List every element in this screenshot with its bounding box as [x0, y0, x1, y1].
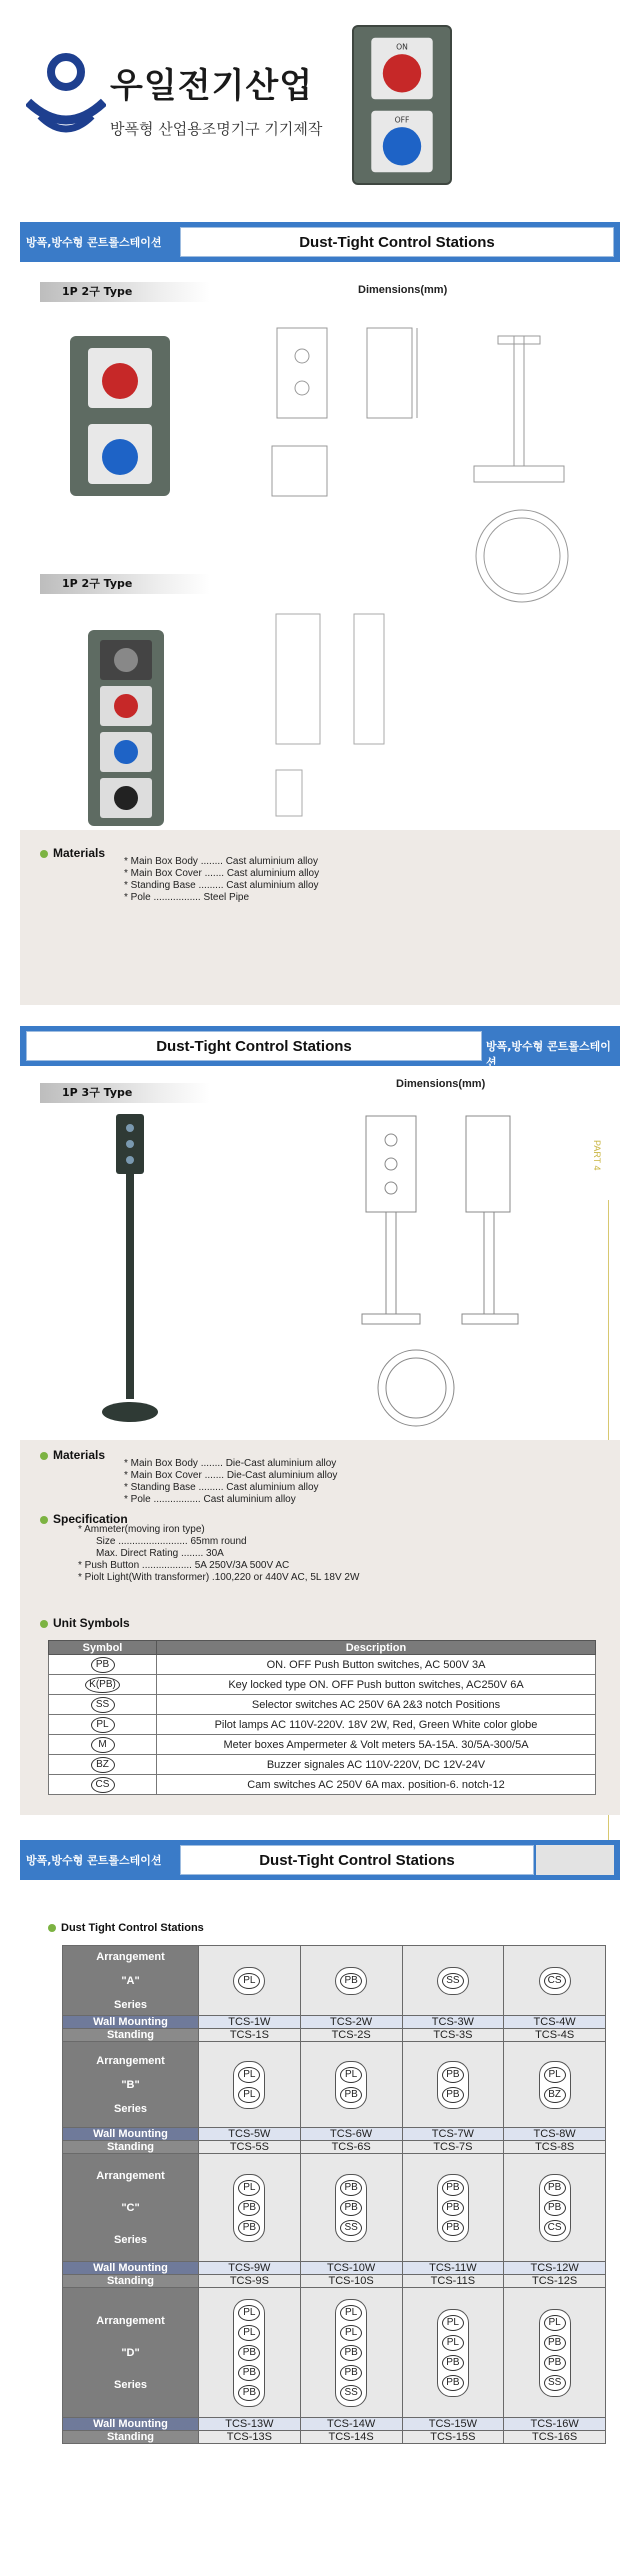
model-code: TCS-12S: [504, 2275, 606, 2288]
unit-symbol-cell: [49, 1695, 157, 1715]
arrangement-symbols: [199, 1946, 301, 2016]
standing-label: Standing: [63, 2431, 199, 2444]
arrangement-symbols: [402, 2288, 504, 2418]
control-box-photo: [352, 25, 452, 185]
model-code: TCS-11W: [402, 2262, 504, 2275]
model-code: TCS-14S: [300, 2431, 402, 2444]
unit-symbol: SS: [340, 2385, 362, 2401]
unit-symbol: CS: [91, 1777, 115, 1793]
station-face-icon: [539, 2174, 571, 2242]
unit-symbol: PB: [238, 2220, 260, 2236]
model-code: TCS-15W: [402, 2418, 504, 2431]
unit-symbols-table: [48, 1640, 596, 1795]
station-face-icon: [539, 1967, 571, 1995]
arrangement-label: Arrangement "A" Series: [63, 1946, 199, 2016]
unit-symbol-cell: [49, 1715, 157, 1735]
arrangement-symbols: [504, 2288, 606, 2418]
model-code: TCS-2S: [300, 2029, 402, 2042]
station-face-icon: [335, 2174, 367, 2242]
standing-label: Standing: [63, 2029, 199, 2042]
unit-symbol: SS: [91, 1697, 115, 1713]
model-code: TCS-1S: [199, 2029, 301, 2042]
unit-symbol: BZ: [544, 2087, 566, 2103]
arrangement-row: [63, 1946, 606, 2016]
arrangement-symbols: [300, 2042, 402, 2128]
arrangement-symbols: [300, 1946, 402, 2016]
unit-description: Key locked type ON. OFF Push button switches, AC250V 6A: [157, 1675, 596, 1695]
model-code: TCS-4S: [504, 2029, 606, 2042]
model-code: TCS-3W: [402, 2016, 504, 2029]
section-korean-label-2: 방폭,방수형 콘트롤스테이션: [486, 1040, 611, 1069]
model-code: TCS-8S: [504, 2141, 606, 2154]
unit-symbol-cell: [49, 1735, 157, 1755]
unit-symbol: SS: [544, 2375, 566, 2391]
station-face-icon: [233, 2174, 265, 2242]
model-code: TCS-8W: [504, 2128, 606, 2141]
unit-symbol: PB: [442, 2375, 464, 2391]
type-tab-2p-a: 1P 2구 Type: [40, 282, 210, 302]
model-code: TCS-4W: [504, 2016, 606, 2029]
arrangement-symbols: [504, 2154, 606, 2262]
station-face-icon: [539, 2309, 571, 2397]
part-side-label: PART 4: [592, 1140, 602, 1171]
model-code: TCS-1W: [199, 2016, 301, 2029]
model-code: TCS-2W: [300, 2016, 402, 2029]
table-row: [49, 1755, 596, 1775]
wall-mounting-label: Wall Mounting: [63, 2016, 199, 2029]
unit-symbol: PB: [442, 2220, 464, 2236]
type-tab-3p: 1P 3구 Type: [40, 1083, 210, 1103]
bullet-icon: [40, 1452, 48, 1460]
dimensions-label-2: Dimensions(mm): [396, 1078, 486, 1090]
unit-symbol: PL: [238, 2087, 260, 2103]
model-code: TCS-13S: [199, 2431, 301, 2444]
unit-symbol: PB: [238, 2385, 260, 2401]
model-code: TCS-14W: [300, 2418, 402, 2431]
model-code: TCS-12W: [504, 2262, 606, 2275]
dimension-drawing-2p: [262, 316, 602, 606]
station-face-icon: [335, 2061, 367, 2109]
company-name: 우일전기산업: [110, 66, 314, 106]
unit-symbol: PL: [340, 2305, 362, 2321]
unit-symbol: PL: [238, 2067, 260, 2083]
table-row: [49, 1655, 596, 1675]
arrangement-symbols: [402, 1946, 504, 2016]
model-code: TCS-5S: [199, 2141, 301, 2154]
model-code: TCS-7S: [402, 2141, 504, 2154]
model-code: TCS-6S: [300, 2141, 402, 2154]
unit-symbol: PL: [238, 2180, 260, 2196]
bullet-icon: [40, 1516, 48, 1524]
unit-symbol: PB: [238, 2200, 260, 2216]
unit-description: Cam switches AC 250V 6A max. position-6. notch-12: [157, 1775, 596, 1795]
catalog-header: [0, 0, 642, 200]
arrangement-table: [62, 1945, 606, 2444]
arrangement-symbols: [504, 2042, 606, 2128]
section-grey-box: [536, 1845, 614, 1875]
unit-symbol: PB: [442, 2200, 464, 2216]
arrangement-row: [63, 2288, 606, 2418]
unit-symbol: PB: [340, 2180, 362, 2196]
unit-symbol: PB: [442, 2355, 464, 2371]
unit-symbol: PL: [238, 1973, 260, 1989]
unit-symbol: PL: [340, 2325, 362, 2341]
svg-text:ON: ON: [396, 42, 408, 52]
table-row: [49, 1735, 596, 1755]
section-korean-label: 방폭,방수형 콘트롤스테이션: [26, 236, 162, 249]
standing-label: Standing: [63, 2275, 199, 2288]
wall-mounting-row: [63, 2016, 606, 2029]
model-code: TCS-5W: [199, 2128, 301, 2141]
table-row: [49, 1695, 596, 1715]
station-face-icon: [437, 2174, 469, 2242]
arrangement-row: [63, 2154, 606, 2262]
unit-symbol: SS: [340, 2220, 362, 2236]
model-code: TCS-16S: [504, 2431, 606, 2444]
unit-symbol: PB: [340, 1973, 362, 1989]
unit-symbol: PB: [544, 2335, 566, 2351]
station-face-icon: [539, 2061, 571, 2109]
station-face-icon: [437, 2309, 469, 2397]
arrangement-label: Arrangement "D" Series: [63, 2288, 199, 2418]
unit-symbol: CS: [544, 2220, 566, 2236]
unit-symbol: CS: [544, 1973, 566, 1989]
unit-symbol-cell: [49, 1655, 157, 1675]
unit-symbol: PB: [442, 2087, 464, 2103]
standing-label: Standing: [63, 2141, 199, 2154]
unit-symbol: PB: [340, 2087, 362, 2103]
unit-symbol-cell: [49, 1675, 157, 1695]
station-face-icon: [335, 1967, 367, 1995]
unit-symbol: PL: [238, 2305, 260, 2321]
unit-symbol: PL: [442, 2335, 464, 2351]
dimension-drawing-multi: [272, 610, 392, 830]
standing-row: [63, 2141, 606, 2154]
company-tagline: 방폭형 산업용조명기구 기기제작: [110, 120, 323, 138]
model-code: TCS-6W: [300, 2128, 402, 2141]
wall-mounting-row: [63, 2128, 606, 2141]
section-title-3: Dust-Tight Control Stations: [180, 1845, 534, 1875]
type-tab-2p-b: 1P 2구 Type: [40, 574, 210, 594]
arrangement-symbols: [402, 2042, 504, 2128]
svg-text:OFF: OFF: [394, 115, 410, 125]
model-code: TCS-16W: [504, 2418, 606, 2431]
control-box-2p-photo: [70, 336, 170, 496]
bullet-icon: [40, 850, 48, 858]
wall-mounting-label: Wall Mounting: [63, 2418, 199, 2431]
unit-description: Selector switches AC 250V 6A 2&3 notch Positions: [157, 1695, 596, 1715]
unit-symbol-cell: [49, 1755, 157, 1775]
section-bar-3: [20, 1840, 620, 1880]
arrangement-symbols: [199, 2288, 301, 2418]
station-face-icon: [233, 1967, 265, 1995]
symbol-header: Symbol: [49, 1641, 157, 1655]
model-code: TCS-11S: [402, 2275, 504, 2288]
arrangement-symbols: [300, 2288, 402, 2418]
unit-symbol: PL: [442, 2315, 464, 2331]
unit-symbol: PB: [544, 2200, 566, 2216]
unit-description: Meter boxes Ampermeter & Volt meters 5A-15A. 30/5A-300/5A: [157, 1735, 596, 1755]
materials-title-1: Materials: [40, 846, 105, 860]
arrangement-row: [63, 2042, 606, 2128]
unit-symbols-title: Unit Symbols: [40, 1616, 130, 1630]
section-title: Dust-Tight Control Stations: [180, 227, 614, 257]
specification-list: * Ammeter(moving iron type) Size ......................... 65mm round Max. Direct Rating ........ 30A * Push Button .................. 5A 250V/3A 500V AC * Piolt Light(With transformer) .100,220 or 440V AC, 5L 18V 2W: [78, 1524, 360, 1583]
unit-symbol: SS: [442, 1973, 464, 1989]
arrangement-label: Arrangement "B" Series: [63, 2042, 199, 2128]
description-header: Description: [157, 1641, 596, 1655]
bullet-icon: [48, 1924, 56, 1932]
arrangement-symbols: [402, 2154, 504, 2262]
specification-title: Specification: [40, 1512, 128, 1526]
model-code: TCS-9W: [199, 2262, 301, 2275]
station-face-icon: [335, 2299, 367, 2407]
unit-symbol: BZ: [91, 1757, 115, 1773]
unit-symbol: K(PB): [85, 1677, 120, 1693]
model-code: TCS-9S: [199, 2275, 301, 2288]
model-code: TCS-10W: [300, 2262, 402, 2275]
stations-list-title: Dust Tight Control Stations: [48, 1922, 204, 1934]
section-bar-1: [20, 222, 620, 262]
model-code: TCS-10S: [300, 2275, 402, 2288]
arrangement-symbols: [199, 2042, 301, 2128]
arrangement-symbols: [199, 2154, 301, 2262]
model-code: TCS-15S: [402, 2431, 504, 2444]
company-logo-icon: [26, 50, 106, 150]
materials-panel-1: [20, 830, 620, 1005]
station-face-icon: [233, 2299, 265, 2407]
unit-symbol: PB: [340, 2200, 362, 2216]
control-box-multi-photo: [88, 630, 164, 826]
model-code: TCS-13W: [199, 2418, 301, 2431]
model-code: TCS-7W: [402, 2128, 504, 2141]
bullet-icon: [40, 1620, 48, 1628]
table-row: [49, 1775, 596, 1795]
unit-description: ON. OFF Push Button switches, AC 500V 3A: [157, 1655, 596, 1675]
table-row: [49, 1675, 596, 1695]
station-face-icon: [233, 2061, 265, 2109]
unit-symbol: PL: [544, 2315, 566, 2331]
wall-mounting-row: [63, 2262, 606, 2275]
section-bar-2: [20, 1026, 620, 1069]
materials-list-1: * Main Box Body ........ Cast aluminium alloy * Main Box Cover ....... Cast aluminium alloy * Standing Base ......... Cast aluminium alloy * Pole ................. Steel Pipe: [124, 856, 320, 903]
unit-symbol: PB: [340, 2345, 362, 2361]
wall-mounting-row: [63, 2418, 606, 2431]
unit-symbol: PB: [442, 2067, 464, 2083]
unit-symbol: PB: [544, 2355, 566, 2371]
unit-description: Pilot lamps AC 110V-220V. 18V 2W, Red, Green White color globe: [157, 1715, 596, 1735]
arrangement-label: Arrangement "C" Series: [63, 2154, 199, 2262]
section-title-2: Dust-Tight Control Stations: [26, 1031, 482, 1061]
dimension-drawing-3p: [356, 1096, 576, 1436]
wall-mounting-label: Wall Mounting: [63, 2128, 199, 2141]
standing-station-photo: [100, 1114, 160, 1426]
unit-symbol: PB: [544, 2180, 566, 2196]
unit-symbol: M: [91, 1737, 115, 1753]
unit-symbol: PB: [340, 2365, 362, 2381]
station-face-icon: [437, 1967, 469, 1995]
unit-symbol: PB: [91, 1657, 115, 1673]
unit-description: Buzzer signales AC 110V-220V, DC 12V-24V: [157, 1755, 596, 1775]
arrangement-symbols: [300, 2154, 402, 2262]
model-code: TCS-3S: [402, 2029, 504, 2042]
unit-symbol: PB: [442, 2180, 464, 2196]
unit-symbol: PL: [544, 2067, 566, 2083]
unit-symbol: PL: [238, 2325, 260, 2341]
table-row: [49, 1715, 596, 1735]
unit-symbol: PB: [238, 2345, 260, 2361]
materials-list-2: * Main Box Body ........ Die-Cast aluminium alloy * Main Box Cover ....... Die-Cast aluminium alloy * Standing Base ......... Cast aluminium alloy * Pole ................. Cast aluminium alloy: [124, 1458, 338, 1505]
standing-row: [63, 2029, 606, 2042]
standing-row: [63, 2431, 606, 2444]
unit-symbol: PB: [238, 2365, 260, 2381]
section-korean-label-3: 방폭,방수형 콘트롤스테이션: [26, 1854, 162, 1867]
standing-row: [63, 2275, 606, 2288]
unit-symbol: PL: [91, 1717, 115, 1733]
dimensions-label: Dimensions(mm): [358, 284, 448, 296]
arrangement-symbols: [504, 1946, 606, 2016]
station-face-icon: [437, 2061, 469, 2109]
unit-symbol: PL: [340, 2067, 362, 2083]
materials-title-2: Materials: [40, 1448, 105, 1462]
wall-mounting-label: Wall Mounting: [63, 2262, 199, 2275]
unit-symbol-cell: [49, 1775, 157, 1795]
